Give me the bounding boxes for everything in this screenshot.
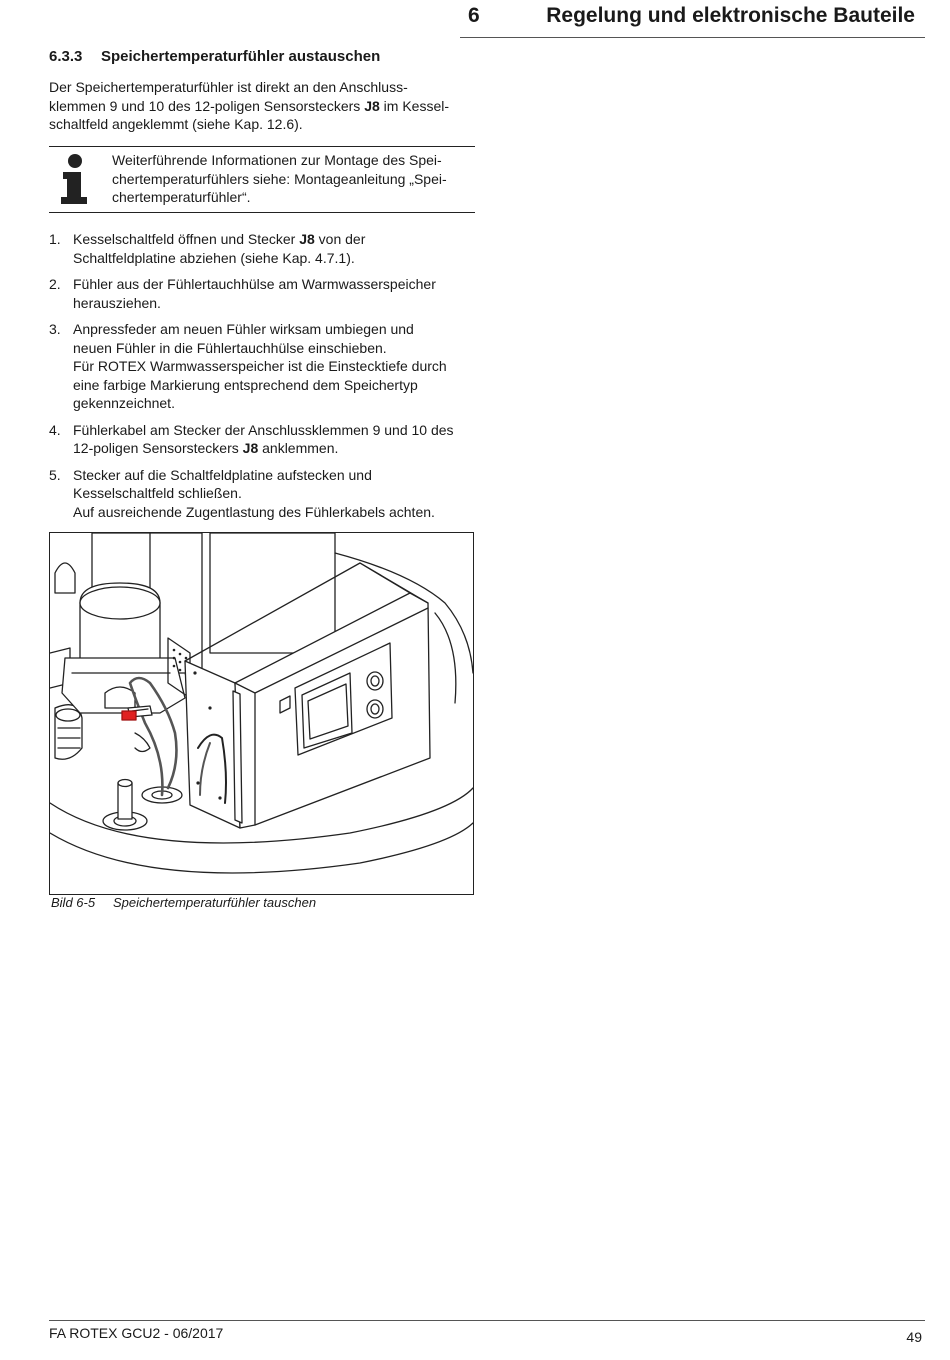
chapter-number: 6 bbox=[468, 4, 480, 27]
step-item: 3. Anpressfeder am neuen Fühler wirksam umbiegen und neuen Fühler in die Fühlertauchhülse einschieben. Für ROTEX Warmwasserspeicher ist die Einstecktiefe durch eine farbige Markierung entsprechend dem Speichertyp gekennzeichnet. bbox=[49, 321, 447, 411]
connector-label: J8 bbox=[242, 440, 259, 456]
section-heading bbox=[49, 48, 380, 65]
step-number: 1. bbox=[49, 231, 61, 247]
section-title: Speichertemperaturfühler austauschen bbox=[101, 48, 381, 65]
step-number: 3. bbox=[49, 321, 61, 337]
footer-divider bbox=[49, 1320, 925, 1321]
intro-line: klemmen 9 und 10 des 12-poligen Sensorsteckers J8 im Kessel- bbox=[49, 97, 449, 114]
page-number: 49 bbox=[906, 1329, 922, 1345]
chapter-header bbox=[460, 4, 915, 32]
step-item: 2. Fühler aus der Fühlertauchhülse am Warmwasserspeicher herausziehen. bbox=[49, 276, 436, 311]
info-note bbox=[49, 146, 475, 213]
note-text: Weiterführende Informationen zur Montage des Spei- chertemperaturfühlers siehe: Montageanleitung „Spei- chertemperaturfühler“. bbox=[112, 152, 447, 205]
figure-caption bbox=[51, 895, 316, 910]
step-number: 5. bbox=[49, 466, 61, 483]
chapter-title: Regelung und elektronische Bauteile bbox=[546, 4, 915, 27]
connector-label: J8 bbox=[299, 231, 315, 247]
step-item: 1. Kesselschaltfeld öffnen und Stecker J8 von der Schaltfeldplatine abziehen (siehe Kap. 4.7.1). bbox=[49, 231, 366, 266]
step-number: 2. bbox=[49, 276, 61, 292]
intro-line: schaltfeld angeklemmt (siehe Kap. 12.6). bbox=[49, 116, 303, 132]
intro-paragraph bbox=[49, 78, 479, 134]
footer-document-id: FA ROTEX GCU2 - 06/2017 bbox=[49, 1325, 224, 1341]
caption-text: Speichertemperaturfühler tauschen bbox=[113, 895, 317, 910]
procedure-steps bbox=[49, 230, 479, 529]
info-icon bbox=[57, 153, 93, 205]
sensor-red-marker bbox=[122, 711, 136, 720]
step-number: 4. bbox=[49, 421, 61, 438]
boiler-control-drawing bbox=[50, 533, 473, 894]
connector-label: J8 bbox=[364, 97, 380, 114]
step-item: 4. Fühlerkabel am Stecker der Anschlussklemmen 9 und 10 des 12-poligen Sensorsteckers J8 anklemmen. bbox=[49, 421, 454, 456]
section-number: 6.3.3 bbox=[49, 48, 83, 65]
figure-illustration bbox=[49, 532, 474, 895]
header-divider bbox=[460, 37, 925, 38]
step-item: 5. Stecker auf die Schaltfeldplatine aufstecken und Kesselschaltfeld schließen. Auf ausreichende Zugentlastung des Fühlerkabels achten. bbox=[49, 466, 435, 520]
intro-line: Der Speichertemperaturfühler ist direkt an den Anschluss- bbox=[49, 79, 408, 95]
caption-label: Bild 6-5 bbox=[51, 895, 96, 910]
